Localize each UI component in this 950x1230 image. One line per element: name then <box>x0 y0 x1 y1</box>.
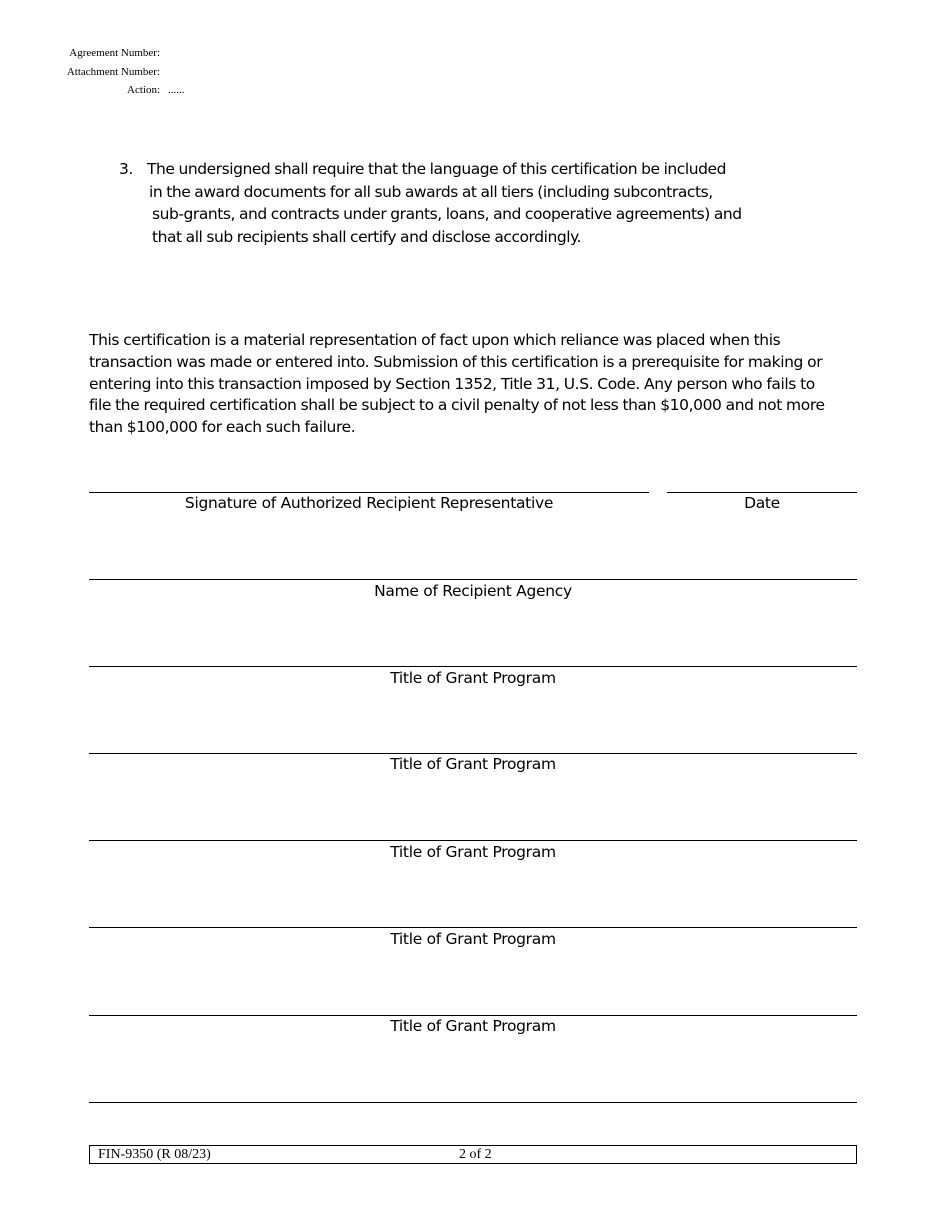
form-number: FIN-9350 (R 08/23) <box>98 1147 211 1162</box>
certification-paragraph <box>89 330 859 439</box>
agreement-number-label: Agreement Number: <box>69 47 160 59</box>
attachment-number-row <box>20 63 190 82</box>
item3-line-2: in the award documents for all sub awards at all tiers (including subcontracts, <box>149 182 713 201</box>
page-number: 2 of 2 <box>459 1147 492 1162</box>
bottom-rule <box>89 1102 857 1103</box>
grant-program-label-4: Title of Grant Program <box>390 930 556 948</box>
certification-line-4: file the required certification shall be subject to a civil penalty of not less than $10,000 and not more <box>89 396 825 415</box>
grant-program-label-1: Title of Grant Program <box>390 669 556 687</box>
header-fields <box>20 44 190 100</box>
certification-item-3 <box>119 158 769 248</box>
action-value: ...... <box>168 84 185 96</box>
grant-program-line-1[interactable] <box>89 666 857 667</box>
recipient-agency-label: Name of Recipient Agency <box>374 582 572 600</box>
date-label: Date <box>744 494 780 512</box>
item3-line-3: sub-grants, and contracts under grants, loans, and cooperative agreements) and <box>152 205 742 223</box>
signature-label: Signature of Authorized Recipient Representative <box>184 494 554 512</box>
certification-line-2: transaction was made or entered into. Submission of this certification is a prerequisite for making or <box>89 352 823 371</box>
certification-line-3: entering into this transaction imposed by Section 1352, Title 31, U.S. Code. Any person who fails to <box>89 374 815 393</box>
grant-program-line-4[interactable] <box>89 927 857 928</box>
grant-program-line-3[interactable] <box>89 840 857 841</box>
item3-line-1: The undersigned shall require that the language of this certification be included <box>147 160 726 178</box>
certification-line-5: than $100,000 for each such failure. <box>89 418 356 437</box>
attachment-number-label: Attachment Number: <box>66 65 160 78</box>
grant-program-label-3: Title of Grant Program <box>390 843 556 861</box>
footer <box>89 1145 857 1164</box>
item-number: 3. <box>119 160 133 178</box>
action-row <box>20 81 190 100</box>
grant-program-label-2: Title of Grant Program <box>390 755 556 773</box>
action-label: Action: <box>127 84 160 96</box>
agreement-number-row <box>20 44 190 63</box>
grant-program-label-5: Title of Grant Program <box>390 1017 556 1035</box>
item3-line-4: that all sub recipients shall certify and disclose accordingly. <box>152 227 582 246</box>
certification-line-1: This certification is a material representation of fact upon which reliance was placed when this <box>89 331 781 349</box>
recipient-agency-line[interactable] <box>89 579 857 580</box>
